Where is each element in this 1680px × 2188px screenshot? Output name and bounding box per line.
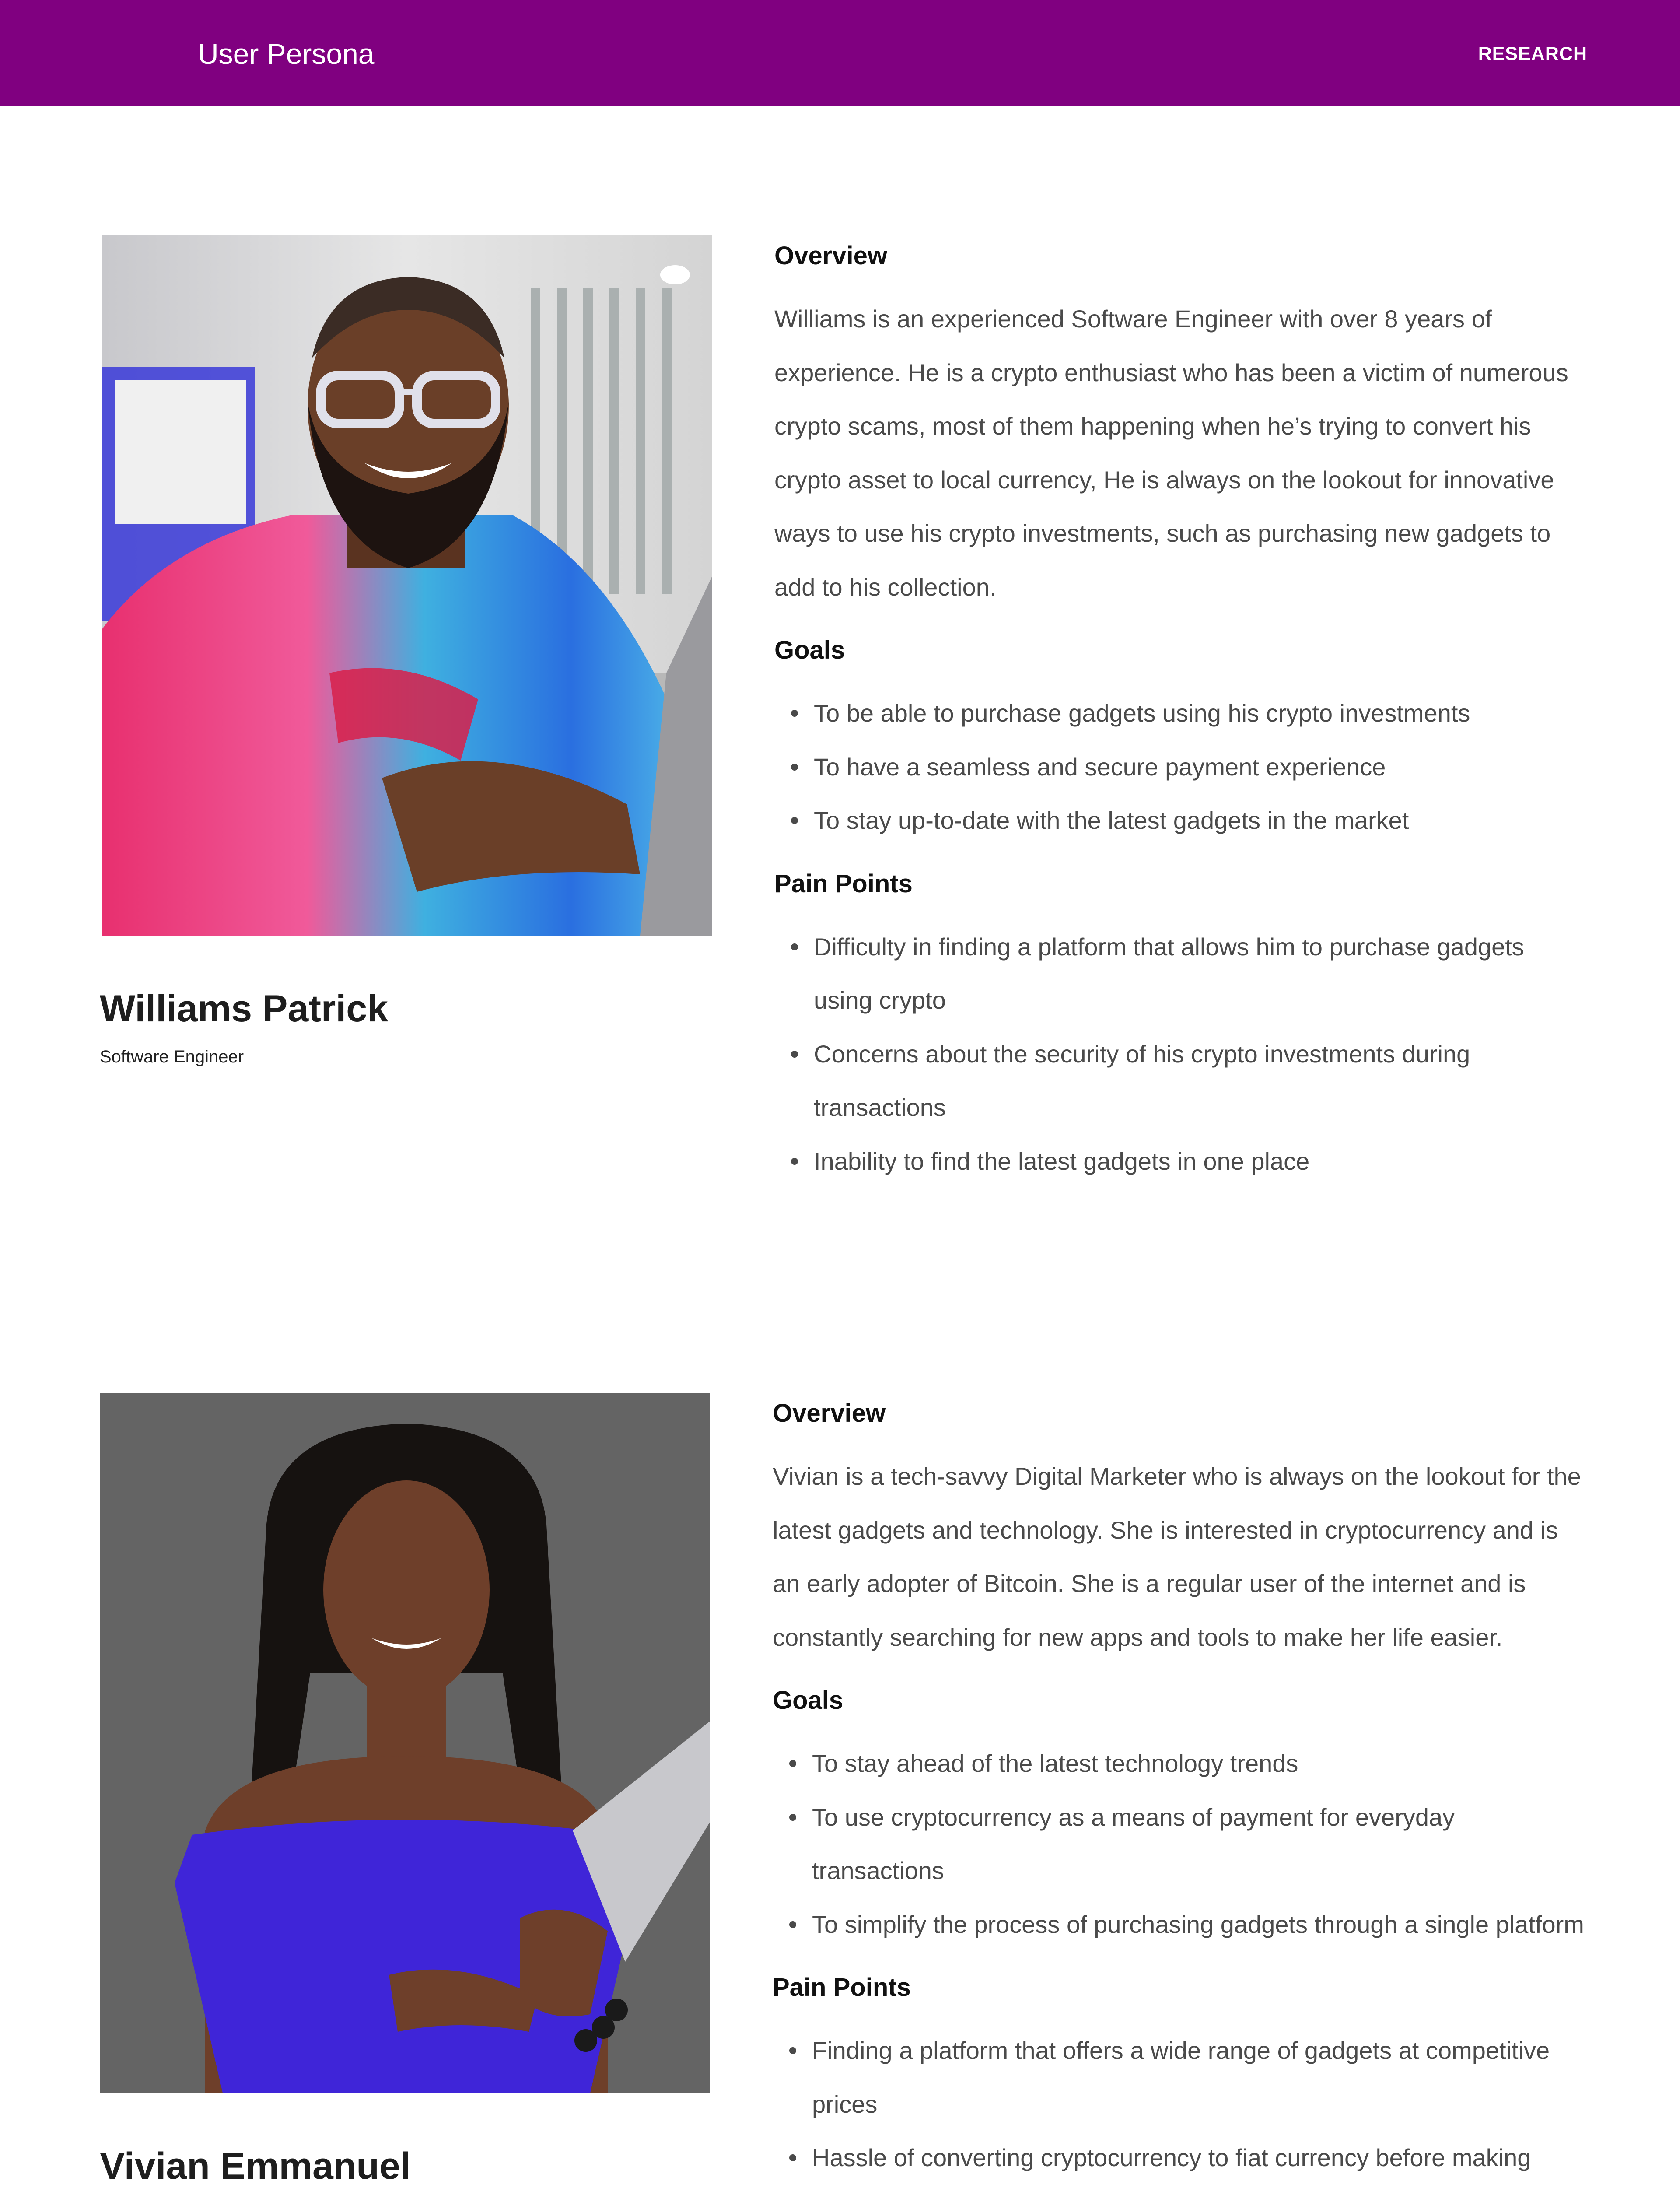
overview-heading: Overview [773, 1399, 886, 1427]
goals-heading: Goals [774, 636, 845, 664]
overview-text: Vivian is a tech-savvy Digital Marketer who is always on the lookout for the latest gadgets and technology. She is interested in cryptocurrency and is an early adopter of Bitcoin. She is a regular user of the internet and is constantly searching for new apps and tools to make her life easier. [773, 1462, 1581, 1651]
nav-research-link[interactable]: RESEARCH [1478, 43, 1587, 64]
list-item: To have a seamless and secure payment experience [814, 740, 1588, 794]
pain-points-list [774, 920, 1588, 1189]
person-photo-icon [102, 235, 712, 936]
persona-details-vivian [773, 1398, 1586, 2188]
goals-heading: Goals [773, 1686, 844, 1715]
persona-name: Vivian Emmanuel [100, 2145, 411, 2187]
list-item: To use cryptocurrency as a means of payment for everyday transactions [812, 1791, 1586, 1898]
list-item: Hassle of converting cryptocurrency to fiat currency before making [812, 2131, 1586, 2188]
goals-list [773, 1737, 1586, 1951]
persona-role: Software Engineer [100, 1047, 244, 1066]
list-item: Finding a platform that offers a wide range of gadgets at competitive prices [812, 2024, 1586, 2131]
pain-points-heading: Pain Points [774, 869, 913, 898]
list-item: To be able to purchase gadgets using his crypto investments [814, 687, 1588, 740]
list-item: Concerns about the security of his crypto investments during transactions [814, 1027, 1588, 1135]
overview-heading: Overview [774, 242, 887, 270]
list-item: To simplify the process of purchasing gadgets through a single platform [812, 1898, 1586, 1952]
list-item: To stay up-to-date with the latest gadgets in the market [814, 794, 1588, 848]
persona-photo-williams [102, 235, 712, 936]
pain-points-heading: Pain Points [773, 1973, 911, 2002]
list-item: Difficulty in finding a platform that allows him to purchase gadgets using crypto [814, 920, 1588, 1027]
persona-name: Williams Patrick [100, 988, 388, 1030]
top-header-bar [0, 0, 1680, 106]
goals-list [774, 687, 1588, 848]
person-photo-icon [100, 1393, 710, 2093]
list-item: To stay ahead of the latest technology trends [812, 1737, 1586, 1791]
page-title: User Persona [198, 38, 374, 70]
list-item: Inability to find the latest gadgets in one place [814, 1135, 1588, 1189]
persona-photo-vivian [100, 1393, 710, 2093]
overview-text: Williams is an experienced Software Engineer with over 8 years of experience. He is a crypto enthusiast who has been a victim of numerous crypto scams, most of them happening when he’s trying to convert his crypto asset to local currency, He is always on the lookout for innovative ways to use his crypto investments, such as purchasing new gadgets to add to his collection. [774, 305, 1568, 601]
pain-points-list [773, 2024, 1586, 2188]
persona-details-williams [774, 241, 1588, 1188]
